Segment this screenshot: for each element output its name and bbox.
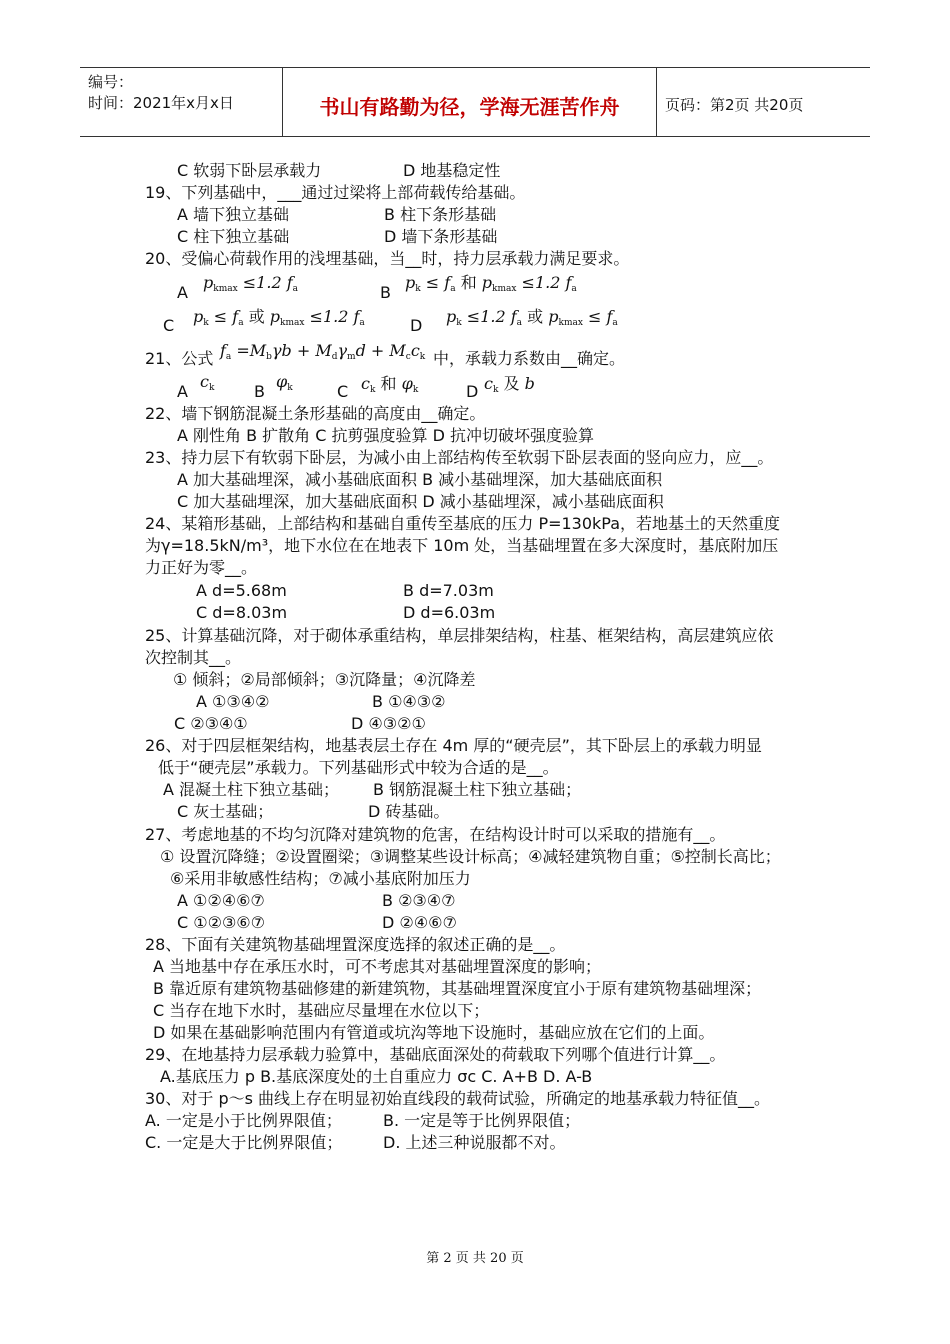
q22-text: 22、墙下钢筋混凝土条形基础的高度由__确定。 [145, 404, 486, 423]
q19-option-a: A 墙下独立基础 [177, 205, 290, 224]
q28-option-d: D 如果在基础影响范围内有管道或坑沟等地下设施时，基础应放在它们的上面。 [153, 1023, 715, 1042]
q27-option-b: B ②③④⑦ [382, 891, 456, 910]
q30-option-c: C. 一定是大于比例界限值； [145, 1133, 343, 1152]
q29-options: A.基底压力 p B.基底深度处的土自重应力 σc C. A+B D. A-B [160, 1067, 593, 1086]
q21-option-a-label: A [177, 382, 188, 401]
header-left-cell [80, 68, 283, 136]
header-motto: 书山有路勤为径，学海无涯苦作舟 [319, 95, 620, 119]
q19-option-b: B 柱下条形基础 [384, 205, 497, 224]
q20-option-a-formula: $p_{kmax} \le 1.2$ $f_a$ [203, 273, 299, 294]
time-label: 时间：2021年x月x日 [88, 94, 234, 112]
q20-option-b-label: B [380, 283, 391, 302]
q30-text: 30、对于 p～s 曲线上存在明显初始直线段的载荷试验，所确定的地基承载力特征值__。 [145, 1089, 771, 1108]
q21-option-d-label: D [466, 382, 479, 401]
page-footer: 第 2 页 共 20 页 [426, 1251, 524, 1266]
q24-option-b: B d=7.03m [403, 581, 494, 600]
q26-option-b: B 钢筋混凝土柱下独立基础； [373, 780, 582, 799]
q24-option-d: D d=6.03m [403, 603, 496, 622]
q24-text-3: 力正好为零__。 [145, 558, 258, 577]
q21-text-start: 21、公式 [145, 349, 214, 368]
q18-option-c: C 软弱下卧层承载力 [177, 161, 322, 180]
q24-text-1: 24、某箱形基础，上部结构和基础自重传至基底的压力 P=130kPa，若地基土的天然重度 [145, 514, 781, 533]
q21-option-d-formula: $c_k$ 及 b [484, 374, 535, 395]
q25-text-2: 次控制其__。 [145, 648, 242, 667]
q19-text: 19、下列基础中，___通过过梁将上部荷载传给基础。 [145, 183, 526, 202]
q21-option-a-formula: $c_k$ [200, 372, 215, 393]
q24-option-c: C d=8.03m [196, 603, 288, 622]
q27-items-1: ① 设置沉降缝；②设置圈梁；③调整某些设计标高；④减轻建筑物自重；⑤控制长高比； [160, 847, 781, 866]
q30-option-a: A. 一定是小于比例界限值； [145, 1111, 342, 1130]
header-center-cell [283, 68, 657, 136]
q26-option-c: C 灰士基础； [177, 802, 274, 821]
q28-option-c: C 当存在地下水时，基础应尽量埋在水位以下； [153, 1001, 490, 1020]
q21-option-b-label: B [254, 382, 265, 401]
q27-option-d: D ②④⑥⑦ [382, 913, 457, 932]
q19-option-d: D 墙下条形基础 [384, 227, 498, 246]
q25-option-d: D ④③②① [351, 714, 426, 733]
q28-option-a: A 当地基中存在承压水时，可不考虑其对基础埋置深度的影响； [153, 957, 602, 976]
q26-option-a: A 混凝土柱下独立基础； [163, 780, 340, 799]
number-label: 编号： [88, 73, 134, 91]
q20-option-a-label: A [177, 283, 188, 302]
q23-options-ab: A 加大基础埋深，减小基础底面积 B 减小基础埋深，加大基础底面积 [177, 470, 663, 489]
q20-option-c-label: C [163, 316, 175, 335]
q29-text: 29、在地基持力层承载力验算中，基础底面深处的荷载取下列哪个值进行计算__。 [145, 1045, 726, 1064]
q27-text: 27、考虑地基的不均匀沉降对建筑物的危害，在结构设计时可以采取的措施有__。 [145, 825, 726, 844]
q27-option-c: C ①②③⑥⑦ [177, 913, 265, 932]
q30-option-b: B. 一定是等于比例界限值； [383, 1111, 581, 1130]
q26-option-d: D 砖基础。 [368, 802, 450, 821]
q20-option-d-label: D [410, 316, 423, 335]
q19-option-c: C 柱下独立基础 [177, 227, 290, 246]
q30-option-d: D. 上述三种说服都不对。 [383, 1133, 566, 1152]
q23-text: 23、持力层下有软弱下卧层，为减小由上部结构传至软弱下卧层表面的竖向应力，应__。 [145, 448, 774, 467]
q25-option-b: B ①④③② [372, 692, 446, 711]
q22-options: A 刚性角 B 扩散角 C 抗剪强度验算 D 抗冲切破坏强度验算 [177, 426, 595, 445]
q21-option-b-formula: $\varphi_k$ [276, 372, 293, 393]
q21-formula: $f_a =M_b\gamma b + M_d\gamma_md + M_cc_k$ [220, 341, 426, 362]
q25-option-a: A ①③④② [196, 692, 270, 711]
q20-option-b-formula: $p_k \le f_a$ 和 $p_{kmax} \le 1.2$ $f_a$ [405, 273, 577, 294]
q20-option-d-formula: $p_k \le 1.2$ $f_a$ 或 $p_{kmax} \le f_a$ [446, 307, 618, 328]
q24-text-2: 为γ=18.5kN/m³，地下水位在在地表下 10m 处，当基础埋置在多大深度时，基底附加压 [145, 536, 779, 555]
q24-option-a: A d=5.68m [196, 581, 287, 600]
q28-option-b: B 靠近原有建筑物基础修建的新建筑物，其基础埋置深度宜小于原有建筑物基础埋深； [153, 979, 762, 998]
q26-text-2: 低于“硬壳层”承载力。下列基础形式中较为合适的是__。 [158, 758, 559, 777]
q18-option-d: D 地基稳定性 [403, 161, 501, 180]
q21-option-c-label: C [337, 382, 349, 401]
q25-option-c: C ②③④① [174, 714, 248, 733]
page-header [80, 67, 870, 137]
header-right-cell [657, 68, 870, 136]
q20-option-c-formula: $p_k \le f_a$ 或 $p_{kmax} \le 1.2$ $f_a$ [193, 307, 365, 328]
q21-text-end: 中，承载力系数由__确定。 [433, 349, 626, 368]
q27-option-a: A ①②④⑥⑦ [177, 891, 265, 910]
q28-text: 28、下面有关建筑物基础埋置深度选择的叙述正确的是__。 [145, 935, 566, 954]
q23-options-cd: C 加大基础埋深，加大基础底面积 D 减小基础埋深，减小基础底面积 [177, 492, 664, 511]
q25-text-1: 25、计算基础沉降，对于砌体承重结构，单层排架结构，柱基、框架结构，高层建筑应依 [145, 626, 774, 645]
q20-text: 20、受偏心荷载作用的浅埋基础，当__时，持力层承载力满足要求。 [145, 249, 630, 268]
q21-option-c-formula: $c_k$ 和 $\varphi_k$ [361, 374, 419, 395]
page-info: 页码：第2页 共20页 [665, 96, 804, 114]
q25-items: ① 倾斜；②局部倾斜；③沉降量；④沉降差 [173, 670, 476, 689]
q27-items-2: ⑥采用非敏感性结构；⑦减小基底附加压力 [170, 869, 471, 888]
q26-text-1: 26、对于四层框架结构，地基表层土存在 4m 厚的“硬壳层”，其下卧层上的承载力明显 [145, 736, 762, 755]
